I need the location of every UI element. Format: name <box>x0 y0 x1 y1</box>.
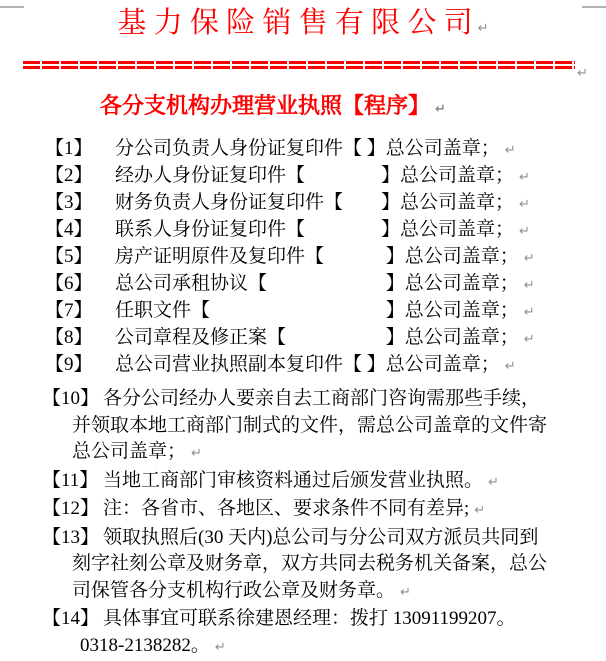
paragraph-mark-icon: ↵ <box>524 305 535 320</box>
item-text: 总公司营业执照副本复印件【 】总公司盖章； <box>115 354 500 375</box>
paragraph-mark-icon: ↵ <box>400 585 411 600</box>
list-item <box>0 468 606 497</box>
item-text-continuation <box>0 439 606 468</box>
paragraph-mark-icon: ↵ <box>215 640 226 655</box>
list-item <box>0 244 606 271</box>
item-text: 具体事宜可联系徐建恩经理：拨打 13091199207。 <box>103 608 516 629</box>
paragraph-mark-icon: ↵ <box>519 224 530 239</box>
paragraph-mark-icon: ↵ <box>519 197 530 212</box>
item-number: 【12】 <box>42 496 103 523</box>
divider-row <box>0 61 606 71</box>
double-red-rule <box>23 61 575 69</box>
list-item <box>0 325 606 352</box>
paragraph-mark-icon: ↵ <box>519 170 530 185</box>
item-text: 房产证明原件及复印件【 】总公司盖章； <box>115 246 519 267</box>
item-text: 总公司承租协议【 】总公司盖章； <box>115 273 519 294</box>
paragraph-mark-icon: ↵ <box>505 359 516 374</box>
list-item <box>0 496 606 525</box>
item-text-continuation <box>0 633 606 661</box>
item-text: 当地工商部门审核资料通过后颁发营业执照。 <box>103 470 483 491</box>
item-text: 并领取本地工商部门制式的文件，需总公司盖章的文件寄 <box>72 415 547 436</box>
paragraph-mark-icon: ↵ <box>577 69 588 79</box>
item-text: 刻字社刻公章及财务章，双方共同去税务机关备案，总公 <box>72 553 547 574</box>
list-item <box>0 163 606 190</box>
list-item <box>0 217 606 244</box>
paragraph-mark-icon: ↵ <box>524 278 535 293</box>
list-item <box>0 352 606 379</box>
list-item <box>0 386 606 413</box>
list-item <box>0 525 606 552</box>
item-text: 注：各省市、各地区、要求条件不同有差异; <box>103 498 469 519</box>
item-text: 公司章程及修正案【 】总公司盖章； <box>115 327 519 348</box>
item-text-continuation <box>0 578 606 607</box>
paragraph-mark-icon: ↵ <box>435 102 446 117</box>
paragraph-mark-icon: ↵ <box>524 251 535 266</box>
company-title-text: 基 力 保 险 销 售 有 限 公 司 <box>117 7 472 39</box>
item-text: 0318-2138282。 <box>80 635 210 656</box>
margin-corner-mark-left <box>0 6 24 8</box>
item-number: 【2】 <box>45 163 115 188</box>
item-text: 总公司盖章； <box>72 441 186 462</box>
item-number: 【1】 <box>45 136 115 161</box>
item-number: 【13】 <box>42 525 103 552</box>
item-text: 联系人身份证复印件【 】总公司盖章； <box>115 219 514 240</box>
paragraph-mark-icon: ↵ <box>478 21 489 36</box>
item-text-continuation <box>0 413 606 440</box>
company-title <box>0 6 606 46</box>
item-number: 【10】 <box>42 386 103 413</box>
document-subtitle <box>0 91 606 125</box>
item-number: 【5】 <box>45 244 115 269</box>
procedure-list-items-1-9 <box>0 136 606 379</box>
item-text: 财务负责人身份证复印件【 】总公司盖章； <box>115 192 514 213</box>
item-text: 各分公司经办人要亲自去工商部门咨询需那些手续， <box>103 388 540 409</box>
item-number: 【3】 <box>45 190 115 215</box>
paragraph-mark-icon: ↵ <box>474 503 485 518</box>
list-item <box>0 190 606 217</box>
paragraph-mark-icon: ↵ <box>505 143 516 158</box>
item-text-continuation <box>0 551 606 578</box>
item-number: 【11】 <box>42 468 103 495</box>
item-number: 【14】 <box>42 606 103 633</box>
paragraph-mark-icon: ↵ <box>191 446 202 461</box>
margin-corner-mark-right <box>582 6 606 8</box>
item-number: 【4】 <box>45 217 115 242</box>
list-item <box>0 271 606 298</box>
item-text: 任职文件【 】总公司盖章； <box>115 300 519 321</box>
procedure-list-items-10-14 <box>0 386 606 661</box>
document-subtitle-text: 各分支机构办理营业执照【程序】 <box>100 93 430 118</box>
item-text: 司保管各分支机构行政公章及财务章。 <box>72 580 395 601</box>
list-item <box>0 136 606 163</box>
list-item <box>0 606 606 633</box>
item-text: 领取执照后(30 天内)总公司与分公司双方派员共同到 <box>103 527 538 548</box>
item-text: 经办人身份证复印件【 】总公司盖章； <box>115 165 514 186</box>
item-number: 【9】 <box>45 352 115 377</box>
paragraph-mark-icon: ↵ <box>488 475 499 490</box>
paragraph-mark-icon: ↵ <box>524 332 535 347</box>
item-number: 【7】 <box>45 298 115 323</box>
item-number: 【8】 <box>45 325 115 350</box>
item-number: 【6】 <box>45 271 115 296</box>
list-item <box>0 298 606 325</box>
item-text: 分公司负责人身份证复印件【 】总公司盖章； <box>115 138 500 159</box>
